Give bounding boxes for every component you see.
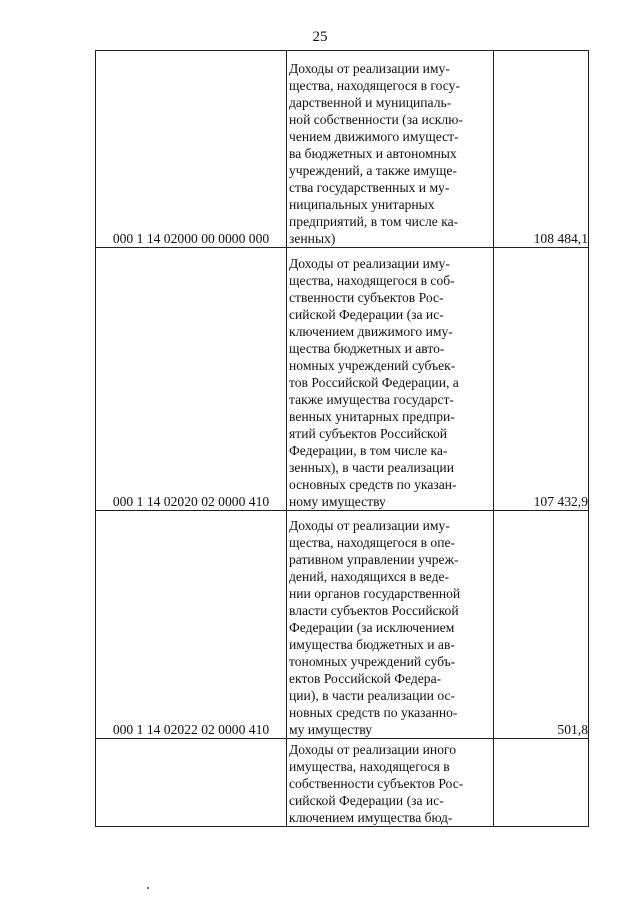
description-line: тономных учреждений субъ- xyxy=(289,654,456,669)
description-line: чением движимого имущест- xyxy=(289,129,459,144)
description-line: сийской Федерации (за ис- xyxy=(289,307,444,322)
description-line: ектов Российской Федера- xyxy=(289,671,442,686)
description-line: ключением имущества бюд- xyxy=(289,810,453,825)
description-line: венных унитарных предпри- xyxy=(289,409,455,424)
description-line: ства государственных и му- xyxy=(289,180,450,195)
description-line: ному имуществу xyxy=(289,494,386,509)
description-line: власти субъектов Российской xyxy=(289,603,459,618)
description-line: Федерации (за исключением xyxy=(289,620,455,635)
description-line: сийской Федерации (за ис- xyxy=(289,793,444,808)
description-cell xyxy=(287,511,494,739)
description-line: имущества, находящегося в xyxy=(289,759,450,774)
description-line: нии органов государственной xyxy=(289,586,461,601)
description-line: новных средств по указанно- xyxy=(289,705,458,720)
description-line: му имуществу xyxy=(289,722,373,737)
table-row xyxy=(96,739,589,827)
description-line: щества, находящегося в опе- xyxy=(289,535,456,550)
description-line: дений, находящихся в веде- xyxy=(289,569,450,584)
budget-revenue-table xyxy=(95,50,589,827)
amount-cell xyxy=(494,739,589,827)
amount-cell: 108 484,1 xyxy=(494,51,589,248)
scan-dot xyxy=(147,887,149,889)
budget-code-cell: 000 1 14 02020 02 0000 410 xyxy=(96,248,287,511)
budget-code-cell xyxy=(96,739,287,827)
description-line: щества, находящегося в соб- xyxy=(289,273,455,288)
description-line: ной собственности (за исклю- xyxy=(289,112,463,127)
description-line: собственности субъектов Рос- xyxy=(289,776,464,791)
budget-code-cell: 000 1 14 02000 00 0000 000 xyxy=(96,51,287,248)
description-line: имущества бюджетных и ав- xyxy=(289,637,455,652)
description-line: предприятий, в том числе ка- xyxy=(289,214,459,229)
description-line: Федерации, в том числе ка- xyxy=(289,443,448,458)
description-cell xyxy=(287,248,494,511)
description-line: основных средств по указан- xyxy=(289,477,457,492)
table-row xyxy=(96,511,589,739)
description-line: номных учреждений субъек- xyxy=(289,358,456,373)
description-line: Доходы от реализации иму- xyxy=(289,61,450,76)
description-line: ниципальных унитарных xyxy=(289,197,435,212)
description-line: Доходы от реализации иму- xyxy=(289,256,450,271)
page-number: 25 xyxy=(312,29,328,45)
description-line: Доходы от реализации иного xyxy=(289,742,457,757)
description-line: Доходы от реализации иму- xyxy=(289,518,450,533)
description-line: дарственной и муниципаль- xyxy=(289,95,452,110)
budget-code-cell: 000 1 14 02022 02 0000 410 xyxy=(96,511,287,739)
description-line: ва бюджетных и автономных xyxy=(289,146,457,161)
description-line: ции), в части реализации ос- xyxy=(289,688,456,703)
table-row xyxy=(96,248,589,511)
description-line: зенных) xyxy=(289,231,336,246)
amount-cell: 501,8 xyxy=(494,511,589,739)
description-line: зенных), в части реализации xyxy=(289,460,454,475)
description-line: тов Российской Федерации, а xyxy=(289,375,459,390)
table-row xyxy=(96,51,589,248)
description-line: ятий субъектов Российской xyxy=(289,426,448,441)
description-cell xyxy=(287,739,494,827)
description-line: также имущества государст- xyxy=(289,392,454,407)
description-line: ративном управлении учреж- xyxy=(289,552,459,567)
description-line: учреждений, а также имуще- xyxy=(289,163,457,178)
amount-cell: 107 432,9 xyxy=(494,248,589,511)
description-line: щества, находящегося в госу- xyxy=(289,78,460,93)
description-line: ственности субъектов Рос- xyxy=(289,290,444,305)
description-line: ключением движимого иму- xyxy=(289,324,453,339)
description-cell xyxy=(287,51,494,248)
description-line: щества бюджетных и авто- xyxy=(289,341,445,356)
